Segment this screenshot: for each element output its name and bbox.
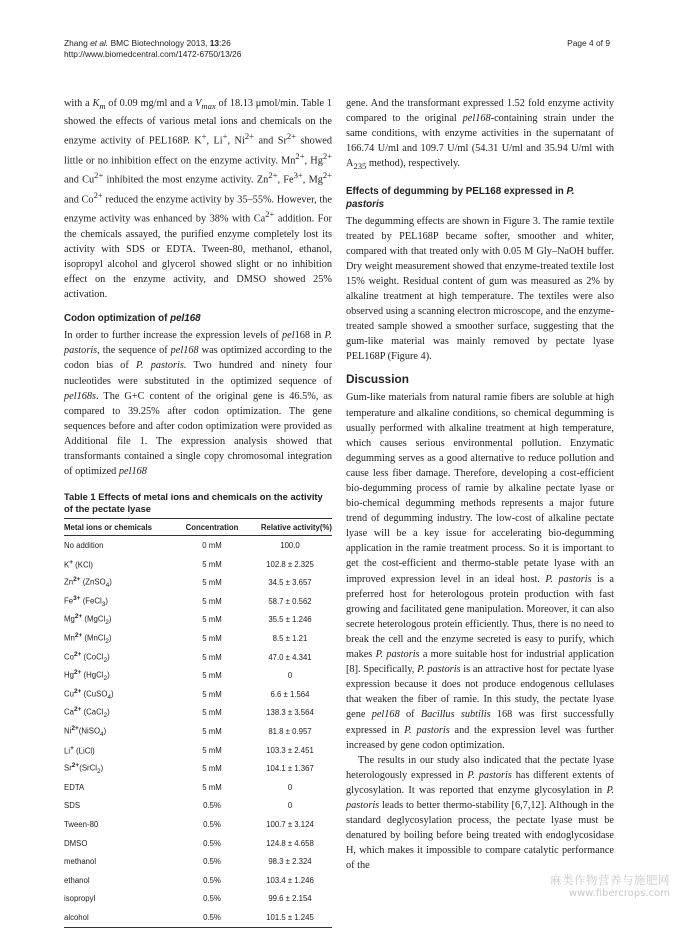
watermark	[550, 872, 670, 899]
table-row	[64, 573, 332, 592]
table-row	[64, 871, 332, 890]
cell-activity: 98.3 ± 2.324	[268, 857, 312, 867]
cell-concentration: 5 mM	[202, 578, 222, 588]
section-heading-degumming: Effects of degumming by PEL168 expressed in P. pastoris	[346, 185, 575, 210]
cell-concentration: 5 mM	[202, 782, 222, 792]
table-row	[64, 611, 332, 630]
page-number: Page 4 of 9	[567, 38, 610, 48]
cell-activity: 124.8 ± 4.658	[266, 838, 314, 848]
running-header	[64, 38, 241, 60]
cell-concentration: 0.5%	[203, 801, 221, 811]
section-heading-codon: Codon optimization of pel168	[64, 313, 201, 325]
cell-chemical: isopropyl	[64, 894, 96, 904]
table-row	[64, 722, 332, 741]
cell-chemical: $Co^{2+}$ (CoCl$_2$)	[64, 650, 110, 664]
cell-chemical: EDTA	[64, 782, 85, 792]
cell-concentration: 5 mM	[202, 633, 222, 643]
cell-activity: 35.5 ± 1.246	[268, 615, 312, 625]
cell-chemical: alcohol	[64, 908, 176, 927]
cell-concentration: 5 mM	[202, 671, 222, 681]
table-row	[64, 536, 332, 555]
cell-chemical: Li+ (LiCl)	[64, 744, 95, 756]
paragraph-discussion-2: The results in our study also indicated that the pectate lyase heterologously expressed in P. pastoris has different extents of glycosylation. It was reported that enzyme glycosylation in P. pastoris leads to better thermo-stability [6,7,12]. Although in the standard deglycosylation process, the pectate lyase must be denatured by boiling before being treated with endoglycosidase H, which makes it impossible to compare catalytic performance of the	[346, 754, 614, 872]
cell-activity: 100.7 ± 3.124	[266, 819, 314, 829]
table-row	[64, 704, 332, 723]
cell-activity: 81.8 ± 0.957	[268, 726, 312, 736]
table-row	[64, 648, 332, 667]
cell-activity: 8.5 ± 1.21	[272, 633, 308, 643]
citation: Zhang et al. BMC Biotechnology 2013, 13:26	[64, 38, 231, 48]
cell-activity: 34.5 ± 3.657	[268, 578, 312, 588]
cell-chemical: No addition	[64, 541, 104, 551]
section-heading-discussion: Discussion	[346, 372, 409, 387]
cell-activity: 100.0	[280, 541, 300, 551]
cell-concentration: 5 mM	[202, 559, 222, 569]
table-row	[64, 797, 332, 816]
table-row	[64, 685, 332, 704]
cell-chemical: $Zn^{2+}$ (ZnSO$_4$)	[64, 576, 112, 590]
cell-activity: 102.8 ± 2.325	[266, 559, 314, 569]
cell-concentration: 5 mM	[202, 764, 222, 774]
paragraph-codon: In order to further increase the expression levels of pel168 in P. pastoris, the sequence of pel168 was optimized according to the codon bias of P. pastoris. Two hundred and ninety four nucleotides were substituted in the optimized sequence of pel168s. The G+C content of the original gene is 46.5%, as compared to 39.25% after codon optimization. The gene sequences before and after codon optimization were provided as Additional file 1. The expression analysis showed that transformants contained a single copy chromosomal integration of optimized pel168	[64, 330, 333, 478]
col-header-chemical: Metal ions or chemicals	[64, 519, 176, 536]
cell-concentration: 0.5%	[203, 894, 221, 904]
cell-activity: 99.6 ± 2.154	[268, 894, 312, 904]
article-url[interactable]: http://www.biomedcentral.com/1472-6750/13/26	[64, 49, 242, 59]
table-row	[64, 629, 332, 648]
metal-ions-table	[64, 518, 332, 927]
cell-concentration: 0.5%	[203, 857, 221, 867]
cell-activity: 101.5 ± 1.245	[248, 908, 332, 927]
cell-chemical: SDS	[64, 801, 81, 811]
cell-concentration: 5 mM	[202, 615, 222, 625]
cell-concentration: 5 mM	[202, 652, 222, 662]
cell-concentration: 0.5%	[203, 875, 221, 885]
cell-chemical: $Sr^{2+}(SrCl_2)$	[64, 762, 104, 776]
cell-concentration: 0.5%	[203, 838, 221, 848]
cell-concentration: 5 mM	[202, 708, 222, 718]
col-header-activity: Relative activity(%)	[248, 519, 332, 536]
cell-concentration: 0.5%	[203, 819, 221, 829]
cell-chemical: Tween-80	[64, 819, 99, 829]
cell-chemical: ethanol	[64, 875, 90, 885]
cell-chemical: K+ (KCl)	[64, 558, 93, 570]
table-row	[64, 852, 332, 871]
cell-activity: 138.3 ± 3.564	[266, 708, 314, 718]
table-row	[64, 555, 332, 574]
right-column	[346, 96, 614, 873]
table-body	[64, 536, 332, 927]
cell-concentration: 5 mM	[202, 726, 222, 736]
cell-chemical: $Mn^{2+}$ (MnCl$_2$)	[64, 631, 112, 646]
watermark-site-name: 麻类作物营养与施肥网	[550, 873, 670, 887]
cell-concentration: 5 mM	[202, 745, 222, 755]
cell-activity: 58.7 ± 0.562	[268, 596, 312, 606]
paragraph-expression: gene. And the transformant expressed 1.52 fold enzyme activity compared to the original pel168-containing strain under the same conditions, with enzyme activities in the supernatant of 166.74 U/ml and 109.7 U/ml (54.31 U/ml and 35.94 U/ml with $A_{235}$ method), respectively.	[346, 98, 614, 172]
cell-chemical: methanol	[64, 857, 97, 867]
paragraph-kinetics: with a $K_m$ of 0.09 mg/ml and a $V_{max}$ of 18.13 μmol/min. Table 1 showed the effects of various metal ions and chemicals on the enzyme activity of PEL168P. K+, Li+, $Ni^{2+}$ and $Sr^{2+}$ showed little or no inhibition effect on the enzyme activity. $Mn^{2+}$, $Hg^{2+}$ and $Cu^{2+}$ inhibited the most enzyme activity. $Zn^{2+}$, $Fe^{3+}$, $Mg^{2+}$ and $Co^{2+}$ reduced the enzyme activity by 35–55%. However, the enzyme activity was enhanced by 38% with $Ca^{2+}$ addition. For the chemicals assayed, the purified enzyme completely lost its activity with SDS or EDTA. Tween-80, methanol, ethanol, isopropyl alcohol and glycerol showed slight or no inhibition effect on the enzyme activity, and DMSO showed 25% activation.	[64, 98, 333, 301]
cell-concentration: 5 mM	[202, 689, 222, 699]
cell-activity: 6.6 ± 1.564	[270, 689, 310, 699]
cell-activity: 103.4 ± 1.246	[266, 875, 314, 885]
watermark-url: www.fibercrops.com	[568, 888, 670, 899]
cell-activity: 47.0 ± 4.341	[268, 652, 312, 662]
table-row	[64, 592, 332, 611]
cell-chemical: $Cu^{2+}$ (CuSO$_4$)	[64, 687, 114, 701]
cell-chemical: $Ca^{2+}$ (CaCl$_2$)	[64, 706, 110, 720]
cell-concentration: 0.5%	[176, 908, 248, 927]
left-column	[64, 96, 332, 928]
cell-activity: 103.3 ± 2.451	[266, 745, 314, 755]
table-row	[64, 741, 332, 760]
cell-chemical: DMSO	[64, 838, 88, 848]
cell-concentration: 5 mM	[202, 596, 222, 606]
paragraph-discussion-1: Gum-like materials from natural ramie fibers are soluble at high temperature and alkaline conditions, so chemical degumming is usually performed with alkaline treatment at high temperature, which causes serious environmental pollution. Enzymatic degumming serves as a good alternative to reduce pollution and cause less fiber damage. Therefore, developing a cost-efficient bio-degumming process of ramie by alkaline pectate lyase or bio-chemical degumming methods represents a major future trend of degumming industry. The low-cost of alkaline pectate lyase will be a key issue for accelerating bio-degumming application in the ramie treatment process. So it is important to get the cost-efficient and thermo-stable petate lyase with an improved expression level in an ideal host. P. pastoris is a preferred host for heterologous protein production with fast growing and facilitated gene manipulation. Moreover, it can also secrete heterologous protein efficiently. Thus, there is no need to break the cell and the enzyme secreted is easy to purify, which makes P. pastoris a more suitable host for industrial application [8]. Specifically, P. pastoris is an attractive host for pectate lyase expression because it does not produce endogenous cellulases that weaken the fiber of ramie. In this study, the pectate lyase gene pel168 of Bacillus subtilis 168 was first successfully expressed in P. pastoris and the expression level was further increased by gene codon optimization.	[346, 392, 614, 751]
table-row	[64, 759, 332, 778]
table-header-row	[64, 519, 332, 536]
table-title: Table 1 Effects of metal ions and chemicals on the activity of the pectate lyase	[64, 491, 323, 515]
cell-activity: 0	[287, 671, 293, 681]
table-row	[64, 834, 332, 853]
table-row	[64, 666, 332, 685]
cell-concentration: 0 mM	[202, 541, 222, 551]
table-row	[64, 890, 332, 909]
paragraph-degumming: The degumming effects are shown in Figure 3. The ramie textile treated by PEL168P became softer, smoother and whiter, compared with that treated only with 0.05 M Gly–NaOH buffer. Dry weight measurement showed that enzyme-treated textile lost 15% weight. Residual content of gum was measured as 2% by alkaline treatment at high temperature. The textiles were also observed using a scanning electron microscope, and the enzyme-treated sample showed a smoother surface, suggesting that the gum-like material was mainly removed by pectate lyase PEL168P (Figure 4).	[346, 215, 614, 363]
table-row	[64, 908, 332, 927]
cell-chemical: $Fe^{3+}$ (FeCl$_3$)	[64, 594, 108, 608]
cell-chemical: $Hg^{2+}$ (HgCl$_2$)	[64, 669, 110, 683]
table-row	[64, 778, 332, 797]
cell-activity: 104.1 ± 1.367	[266, 764, 314, 774]
cell-chemical: $Mg^{2+}$ (MgCl$_2$)	[64, 613, 112, 627]
table-row	[64, 815, 332, 834]
col-header-concentration: Concentration	[176, 519, 248, 536]
cell-activity: 0	[287, 801, 293, 811]
cell-chemical: $Ni^{2+}(NiSO_4)$	[64, 724, 107, 739]
cell-activity: 0	[287, 782, 293, 792]
